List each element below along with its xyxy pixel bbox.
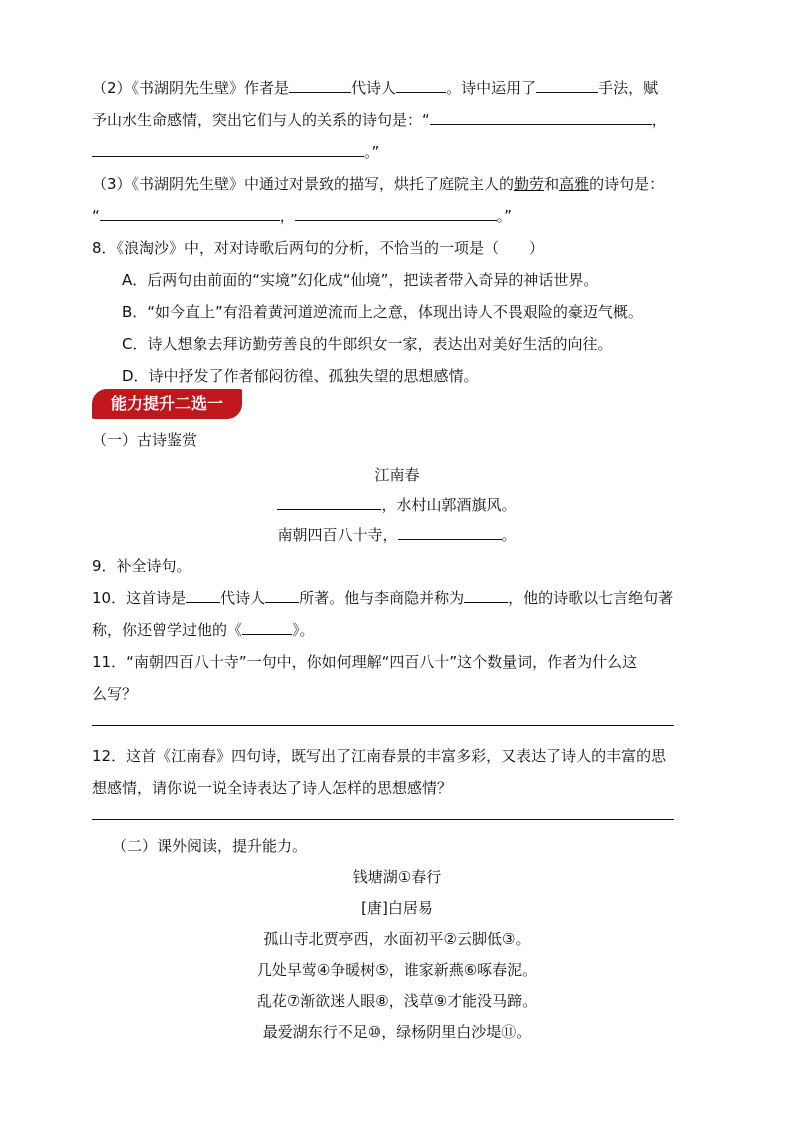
q2-line3: 。”: [92, 142, 379, 162]
q2-blank-verse2[interactable]: [92, 142, 364, 157]
q11-line1: 11．“南朝四百八十寺”一句中，你如何理解“四百八十”这个数量词，作者为什么这: [92, 653, 638, 671]
q12-line2: 想感情，请你说一说全诗表达了诗人怎样的思想感情？: [92, 779, 453, 797]
q2-blank-dynasty[interactable]: [289, 78, 351, 93]
q8-option-a[interactable]: A．后两句由前面的“实境”幻化成“仙境”，把读者带入奇异的神话世界。: [122, 271, 599, 289]
q10-blank-poet[interactable]: [265, 588, 299, 603]
q8-option-d[interactable]: D．诗中抒发了作者郁闷彷徨、孤独失望的思想感情。: [122, 367, 479, 385]
poem2-line2: 几处早莺④争暖树⑤，谁家新燕⑥啄春泥。: [256, 961, 538, 979]
poem2-line1: 孤山寺北贾亭西，水面初平②云脚低③。: [263, 930, 531, 948]
q3-line1: （3）《书湖阴先生壁》中通过对景致的描写，烘托了庭院主人的勤劳和高雅的诗句是：: [92, 175, 665, 193]
poem2-author: [唐]白居易: [361, 899, 433, 917]
poem2-title: 钱塘湖①春行: [352, 868, 442, 886]
poem1-line1: ，水村山郭酒旗风。: [0, 495, 794, 515]
q10-line2: 称，你还曾学过他的《 》。: [92, 621, 315, 639]
q10-blank-dynasty[interactable]: [186, 588, 220, 603]
q2-line1: （2）《书湖阴先生壁》作者是 代诗人 。诗中运用了 手法，赋: [92, 79, 659, 97]
part2-title: （二）课外阅读，提升能力。: [112, 837, 308, 855]
section-badge: 能力提升二选一: [92, 389, 242, 419]
poem1-blank-line2[interactable]: [398, 525, 502, 540]
q8-option-c[interactable]: C．诗人想象去拜访勤劳善良的牛郎织女一家，表达出对美好生活的向往。: [122, 335, 613, 353]
q10-line1: 10．这首诗是 代诗人 所著。他与李商隐并称为 ，他的诗歌以七言绝句著: [92, 589, 674, 607]
q8-stem: 8．《浪淘沙》中，对对诗歌后两句的分析，不恰当的一项是（ ）: [92, 239, 545, 257]
q2-line2: 予山水生命感情，突出它们与人的关系的诗句是：“ ，: [92, 111, 667, 129]
part1-title: （一）古诗鉴赏: [92, 431, 198, 449]
q8-option-b[interactable]: B．“如今直上”有沿着黄河道逆流而上之意，体现出诗人不畏艰险的豪迈气概。: [122, 303, 643, 321]
poem2-line4: 最爱湖东行不足⑩，绿杨阴里白沙堤⑪。: [262, 1023, 532, 1041]
poem1-line2: 南朝四百八十寺， 。: [277, 526, 517, 544]
q11-line2: 么写？: [92, 685, 138, 703]
q12-answer-line[interactable]: [92, 819, 674, 820]
q3-blank-verse1[interactable]: [100, 206, 280, 221]
q2-blank-poet[interactable]: [396, 78, 446, 93]
q10-blank-title[interactable]: [464, 588, 508, 603]
q10-blank-work[interactable]: [242, 620, 292, 635]
poem1-title: 江南春: [374, 466, 420, 484]
q9: 9．补全诗句。: [92, 557, 192, 575]
q2-blank-technique[interactable]: [536, 78, 598, 93]
q11-answer-line[interactable]: [92, 725, 674, 726]
q12-line1: 12．这首《江南春》四句诗，既写出了江南春景的丰富多彩，又表达了诗人的丰富的思: [92, 747, 667, 765]
q3-line2: “ ， 。”: [92, 207, 513, 225]
q2-blank-verse1[interactable]: [430, 110, 652, 125]
poem1-blank-line1[interactable]: [277, 495, 381, 510]
q3-blank-verse2[interactable]: [295, 206, 497, 221]
poem2-line3: 乱花⑦渐欲迷人眼⑧，浅草⑨才能没马蹄。: [256, 992, 538, 1010]
